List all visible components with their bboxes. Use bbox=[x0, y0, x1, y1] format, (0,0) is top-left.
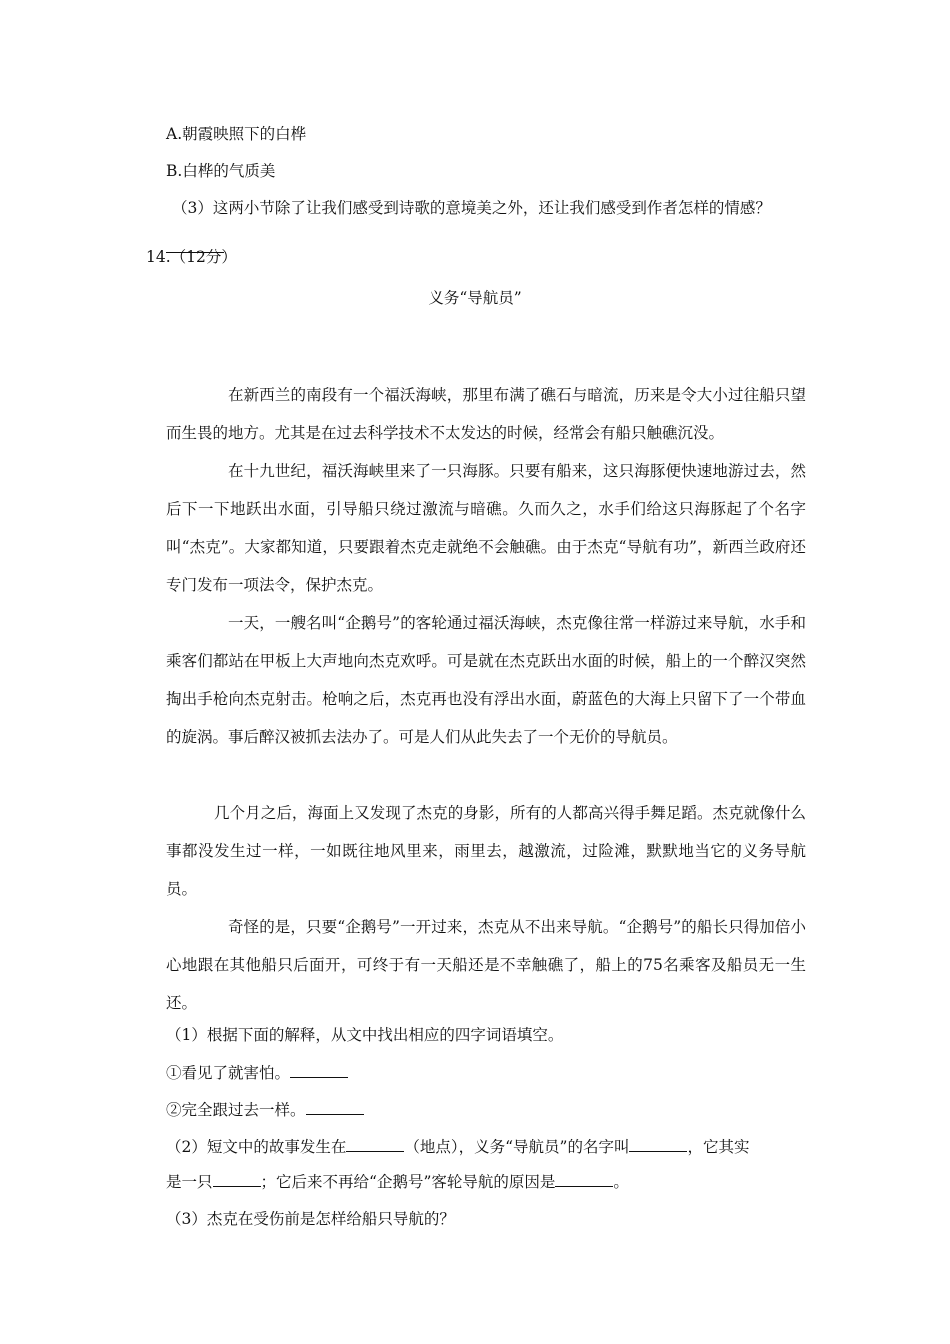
option-b: B.白桦的气质美 bbox=[166, 162, 276, 180]
answer-blank-location[interactable] bbox=[346, 1135, 404, 1152]
question-14-2-line-1: （2）短文中的故事发生在 （地点），义务“导航员”的名字叫 ，它其实 bbox=[166, 1135, 750, 1158]
question-14-number: 14.（12分） bbox=[146, 248, 237, 266]
passage-title: 义务“导航员” bbox=[428, 289, 522, 307]
answer-blank[interactable] bbox=[290, 1061, 348, 1078]
question-14-3: （3）杰克在受伤前是怎样给船只导航的？ bbox=[166, 1210, 455, 1228]
question-14-1-a: ①看见了就害怕。 bbox=[166, 1061, 348, 1084]
question-13-3: （3）这两小节除了让我们感受到诗歌的意境美之外，还让我们感受到作者怎样的情感？ bbox=[172, 199, 771, 217]
question-14-1: （1）根据下面的解释，从文中找出相应的四字词语填空。 bbox=[166, 1026, 564, 1044]
passage-paragraph-1: 在新西兰的南段有一个福沃海峡，那里布满了礁石与暗流，历来是令大小过往船只望而生畏的地方。尤其是在过去科学技术不太发达的时候，经常会有船只触礁沉没。 bbox=[166, 386, 806, 442]
option-a: A.朝霞映照下的白桦 bbox=[166, 125, 307, 143]
answer-blank-name[interactable] bbox=[629, 1135, 687, 1152]
answer-blank[interactable] bbox=[306, 1098, 364, 1115]
question-14-2-line-2: 是一只 ；它后来不再给“企鹅号”客轮导航的原因是 。 bbox=[166, 1170, 629, 1193]
answer-blank-animal[interactable] bbox=[213, 1170, 261, 1187]
passage-paragraph-3: 一天，一艘名叫“企鹅号”的客轮通过福沃海峡，杰克像往常一样游过来导航，水手和乘客们都站在甲板上大声地向杰克欢呼。可是就在杰克跃出水面的时候，船上的一个醉汉突然掏出手枪向杰克射击。枪响之后，杰克再也没有浮出水面，蔚蓝色的大海上只留下了一个带血的旋涡。事后醉汉被抓去法办了。可是人们从此失去了一个无价的导航员。 bbox=[166, 614, 806, 746]
answer-blank-reason[interactable] bbox=[555, 1170, 613, 1187]
passage-paragraph-2: 在十九世纪，福沃海峡里来了一只海豚。只要有船来，这只海豚便快速地游过去，然后下一下地跃出水面，引导船只绕过激流与暗礁。久而久之，水手们给这只海豚起了个名字叫“杰克”。大家都知道，只要跟着杰克走就绝不会触礁。由于杰克“导航有功”，新西兰政府还专门发布一项法令，保护杰克。 bbox=[166, 462, 806, 594]
passage-paragraph-4: 几个月之后，海面上又发现了杰克的身影，所有的人都高兴得手舞足蹈。杰克就像什么事都没发生过一样，一如既往地风里来，雨里去，越激流，过险滩，默默地当它的义务导航员。 bbox=[166, 804, 806, 898]
passage-paragraph-5: 奇怪的是，只要“企鹅号”一开过来，杰克从不出来导航。“企鹅号”的船长只得加倍小心地跟在其他船只后面开，可终于有一天船还是不幸触礁了，船上的75名乘客及船员无一生还。 bbox=[166, 918, 806, 1012]
question-14-1-b: ②完全跟过去一样。 bbox=[166, 1098, 364, 1121]
